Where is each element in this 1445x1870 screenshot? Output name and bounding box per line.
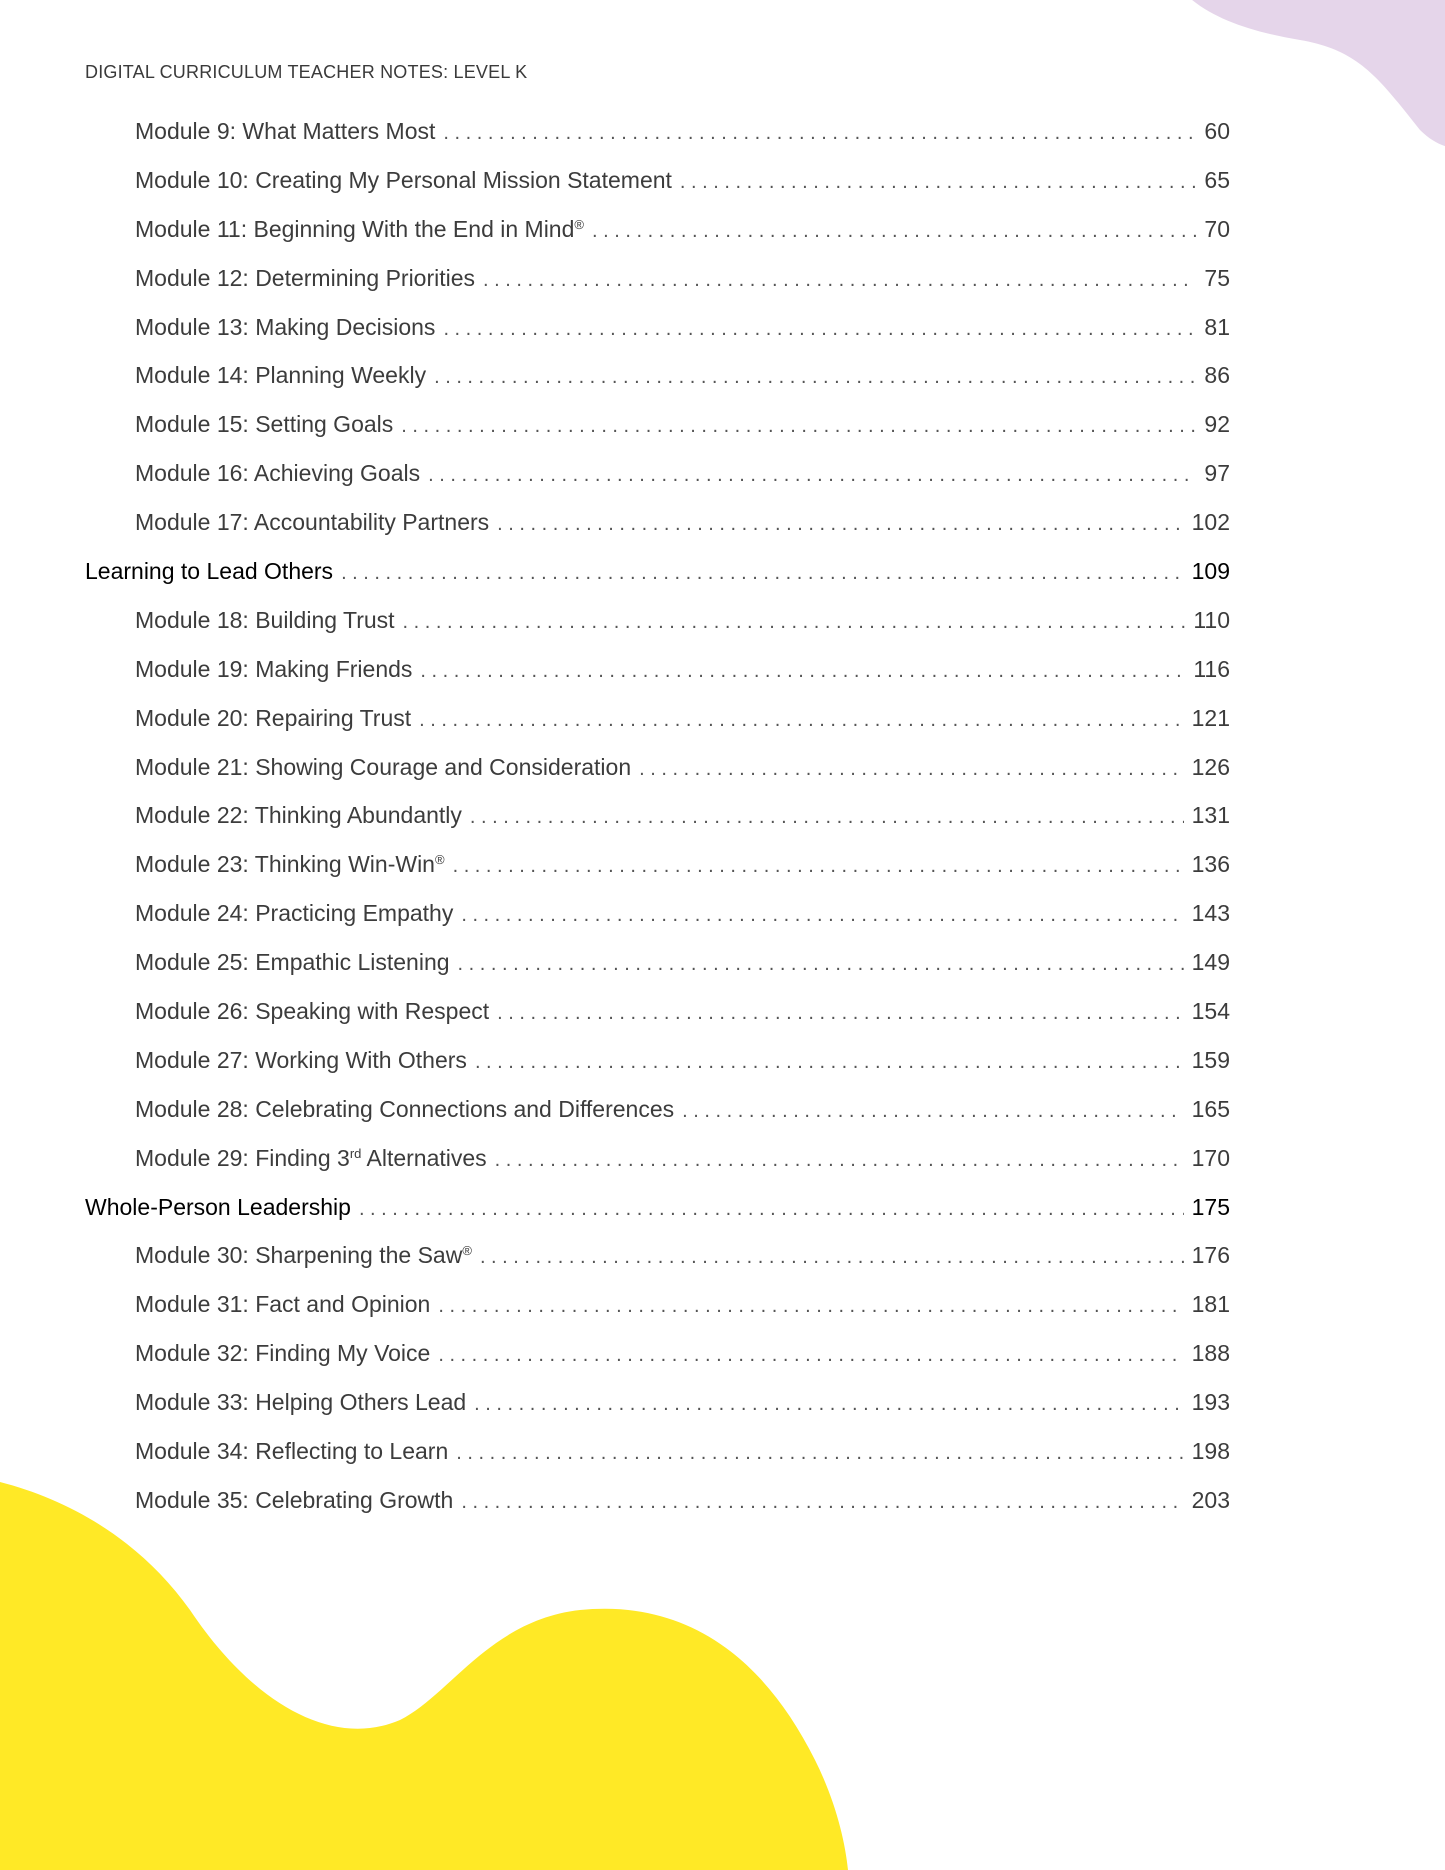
toc-module-entry[interactable] (85, 314, 1230, 363)
yellow-blob-shape (0, 1482, 848, 1870)
toc-page-number: 154 (1191, 998, 1230, 1025)
dot-leader (461, 1491, 1183, 1514)
toc-page-number: 121 (1191, 704, 1230, 731)
toc-entry-title (85, 1194, 351, 1221)
toc-entry-title (135, 265, 475, 292)
toc-page-number: 198 (1191, 1438, 1230, 1465)
dot-leader (341, 562, 1184, 585)
dot-leader (443, 318, 1196, 341)
toc-entry-title (135, 1291, 430, 1318)
running-header: DIGITAL CURRICULUM TEACHER NOTES: LEVEL K (85, 62, 528, 82)
toc-entry-title-text: Module 33: Helping Others Lead (135, 1389, 467, 1416)
toc-entry-title (135, 1487, 453, 1514)
toc-entry-title (135, 1096, 674, 1123)
toc-entry-title-text: Module 29: Finding 3 (135, 1144, 350, 1171)
toc-page-number: 81 (1204, 313, 1230, 340)
toc-entry-title (135, 1389, 466, 1416)
toc-entry-title-text: Module 15: Setting Goals (135, 411, 394, 438)
toc-module-entry[interactable] (85, 1291, 1230, 1340)
toc-page-number: 181 (1191, 1291, 1230, 1318)
toc-module-entry[interactable] (85, 167, 1230, 216)
toc-module-entry[interactable] (85, 1047, 1230, 1096)
toc-module-entry[interactable] (85, 900, 1230, 949)
toc-entry-title-text: Module 22: Thinking Abundantly (135, 802, 462, 829)
toc-entry-title-text: Module 20: Repairing Trust (135, 704, 412, 731)
dot-leader (639, 758, 1184, 781)
toc-page-number: 65 (1204, 166, 1230, 193)
toc-entry-title-text: Module 35: Celebrating Growth (135, 1486, 454, 1513)
toc-entry-title (135, 851, 445, 878)
toc-page-number: 60 (1204, 118, 1230, 144)
toc-entry-title-text: Module 17: Accountability Partners (135, 509, 490, 536)
toc-entry-title (135, 460, 420, 487)
toc-page-number: 175 (1191, 1193, 1230, 1220)
dot-leader (438, 1295, 1183, 1318)
dot-leader (434, 366, 1196, 389)
dot-leader (470, 806, 1184, 829)
toc-module-entry[interactable] (85, 802, 1230, 851)
toc-page-number: 188 (1191, 1340, 1230, 1367)
toc-module-entry[interactable] (85, 656, 1230, 705)
toc-page-number: 203 (1191, 1486, 1230, 1513)
toc-entry-title (135, 1438, 448, 1465)
toc-entry-title-text: Module 32: Finding My Voice (135, 1340, 431, 1367)
dot-leader (428, 464, 1196, 487)
dot-leader (495, 1149, 1184, 1172)
dot-leader (359, 1198, 1184, 1221)
toc-entry-title (135, 656, 412, 683)
toc-module-entry[interactable] (85, 460, 1230, 509)
toc-module-entry[interactable] (85, 1438, 1230, 1487)
toc-entry-title (135, 1047, 467, 1074)
dot-leader (419, 709, 1183, 732)
dot-leader (680, 171, 1196, 194)
toc-page-number: 159 (1191, 1046, 1230, 1073)
toc-entry-title-text: Module 24: Practicing Empathy (135, 900, 454, 927)
toc-entry-title-text: Module 26: Speaking with Respect (135, 998, 490, 1025)
toc-entry-title (135, 411, 393, 438)
toc-entry-title (135, 118, 435, 145)
toc-entry-title (135, 607, 395, 634)
toc-entry-title-text: Whole-Person Leadership (85, 1193, 351, 1220)
toc-page-number: 97 (1204, 460, 1230, 487)
toc-module-entry[interactable] (85, 949, 1230, 998)
toc-entry-title (85, 558, 333, 585)
toc-page-number: 92 (1204, 411, 1230, 438)
dot-leader (456, 1442, 1183, 1465)
toc-entry-title-text: Module 27: Working With Others (135, 1046, 467, 1073)
toc-module-entry[interactable] (85, 118, 1230, 167)
toc-entry-title (135, 314, 435, 341)
toc-entry-title-text: Module 21: Showing Courage and Consideration (135, 753, 632, 780)
toc-module-entry[interactable] (85, 998, 1230, 1047)
toc-page-number: 170 (1191, 1144, 1230, 1171)
toc-entry-title-text: Module 11: Beginning With the End in Mind (135, 215, 575, 242)
toc-entry-title (135, 1145, 487, 1172)
dot-leader (438, 1344, 1183, 1367)
dot-leader (480, 1246, 1184, 1269)
toc-entry-title-text: Module 16: Achieving Goals (135, 460, 421, 487)
toc-entry-title (135, 998, 489, 1025)
dot-leader (403, 611, 1186, 634)
toc-module-entry[interactable] (85, 705, 1230, 754)
dot-leader (497, 1002, 1183, 1025)
table-of-contents (85, 118, 1230, 1536)
toc-page-number: 126 (1191, 753, 1230, 780)
dot-leader (420, 660, 1185, 683)
dot-leader (458, 953, 1184, 976)
dot-leader (474, 1393, 1183, 1416)
toc-entry-title-text: Module 23: Thinking Win-Win (135, 851, 435, 878)
toc-page-number: 136 (1191, 851, 1230, 878)
toc-entry-superscript: ® (462, 1243, 472, 1259)
toc-entry-title-text: Learning to Lead Others (85, 558, 334, 585)
toc-entry-title-text: Module 14: Planning Weekly (135, 362, 427, 389)
toc-entry-title-text: Module 34: Reflecting to Learn (135, 1438, 449, 1465)
toc-entry-title (135, 167, 672, 194)
toc-entry-title (135, 705, 411, 732)
toc-entry-title (135, 362, 426, 389)
toc-entry-superscript: ® (434, 852, 445, 868)
toc-module-entry[interactable] (85, 607, 1230, 656)
toc-entry-title (135, 216, 584, 243)
toc-module-entry[interactable] (85, 1389, 1230, 1438)
toc-module-entry[interactable] (85, 1096, 1230, 1145)
toc-entry-title (135, 1242, 472, 1269)
toc-page-number: 149 (1191, 949, 1230, 976)
toc-entry-title-text: Module 25: Empathic Listening (135, 949, 450, 976)
toc-entry-title-text: Module 9: What Matters Most (135, 118, 436, 144)
toc-module-entry[interactable] (85, 754, 1230, 803)
toc-entry-title (135, 802, 462, 829)
toc-module-entry[interactable] (85, 1145, 1230, 1194)
dot-leader (475, 1051, 1184, 1074)
dot-leader (682, 1100, 1183, 1123)
toc-module-entry[interactable] (85, 509, 1230, 558)
toc-entry-title-text: Module 30: Sharpening the Saw (135, 1242, 463, 1269)
toc-entry-title (135, 1340, 430, 1367)
toc-entry-superscript: ® (574, 216, 584, 232)
toc-entry-title-text: Module 10: Creating My Personal Mission Statement (135, 166, 672, 193)
toc-section-entry[interactable] (85, 1194, 1230, 1243)
toc-entry-title (135, 900, 453, 927)
toc-entry-title (135, 949, 450, 976)
toc-entry-title-text: Module 28: Celebrating Connections and Differences (135, 1095, 675, 1122)
toc-module-entry[interactable] (85, 1340, 1230, 1389)
toc-entry-title-text: Module 18: Building Trust (135, 606, 395, 633)
toc-page-number: 143 (1191, 900, 1230, 927)
toc-entry-title-text: Module 13: Making Decisions (135, 313, 436, 340)
toc-entry-title (135, 509, 489, 536)
toc-module-entry[interactable] (85, 216, 1230, 265)
toc-page-number: 86 (1204, 362, 1230, 389)
toc-page-number: 75 (1204, 264, 1230, 291)
dot-leader (497, 513, 1183, 536)
toc-module-entry[interactable] (85, 1242, 1230, 1291)
toc-entry-title-suffix: Alternatives (361, 1144, 487, 1171)
toc-page-number: 102 (1191, 509, 1230, 536)
toc-page-number: 131 (1191, 802, 1230, 829)
dot-leader (483, 269, 1196, 292)
toc-page-number: 176 (1191, 1242, 1230, 1269)
toc-entry-superscript: rd (349, 1145, 362, 1161)
dot-leader (461, 904, 1183, 927)
dot-leader (592, 220, 1196, 243)
toc-entry-title-text: Module 31: Fact and Opinion (135, 1291, 431, 1318)
toc-module-entry[interactable] (85, 362, 1230, 411)
toc-module-entry[interactable] (85, 1487, 1230, 1536)
toc-entry-title-text: Module 12: Determining Priorities (135, 264, 476, 291)
toc-page-number: 110 (1193, 606, 1230, 633)
toc-page-number: 165 (1191, 1095, 1230, 1122)
toc-entry-title (135, 754, 631, 781)
toc-page-number: 116 (1193, 655, 1230, 682)
toc-module-entry[interactable] (85, 851, 1230, 900)
dot-leader (453, 855, 1184, 878)
dot-leader (443, 122, 1196, 145)
dot-leader (401, 415, 1196, 438)
toc-page-number: 193 (1191, 1389, 1230, 1416)
toc-page-number: 109 (1191, 558, 1230, 585)
toc-section-entry[interactable] (85, 558, 1230, 607)
toc-entry-title-text: Module 19: Making Friends (135, 655, 413, 682)
toc-module-entry[interactable] (85, 265, 1230, 314)
toc-page-number: 70 (1204, 215, 1230, 242)
toc-module-entry[interactable] (85, 411, 1230, 460)
